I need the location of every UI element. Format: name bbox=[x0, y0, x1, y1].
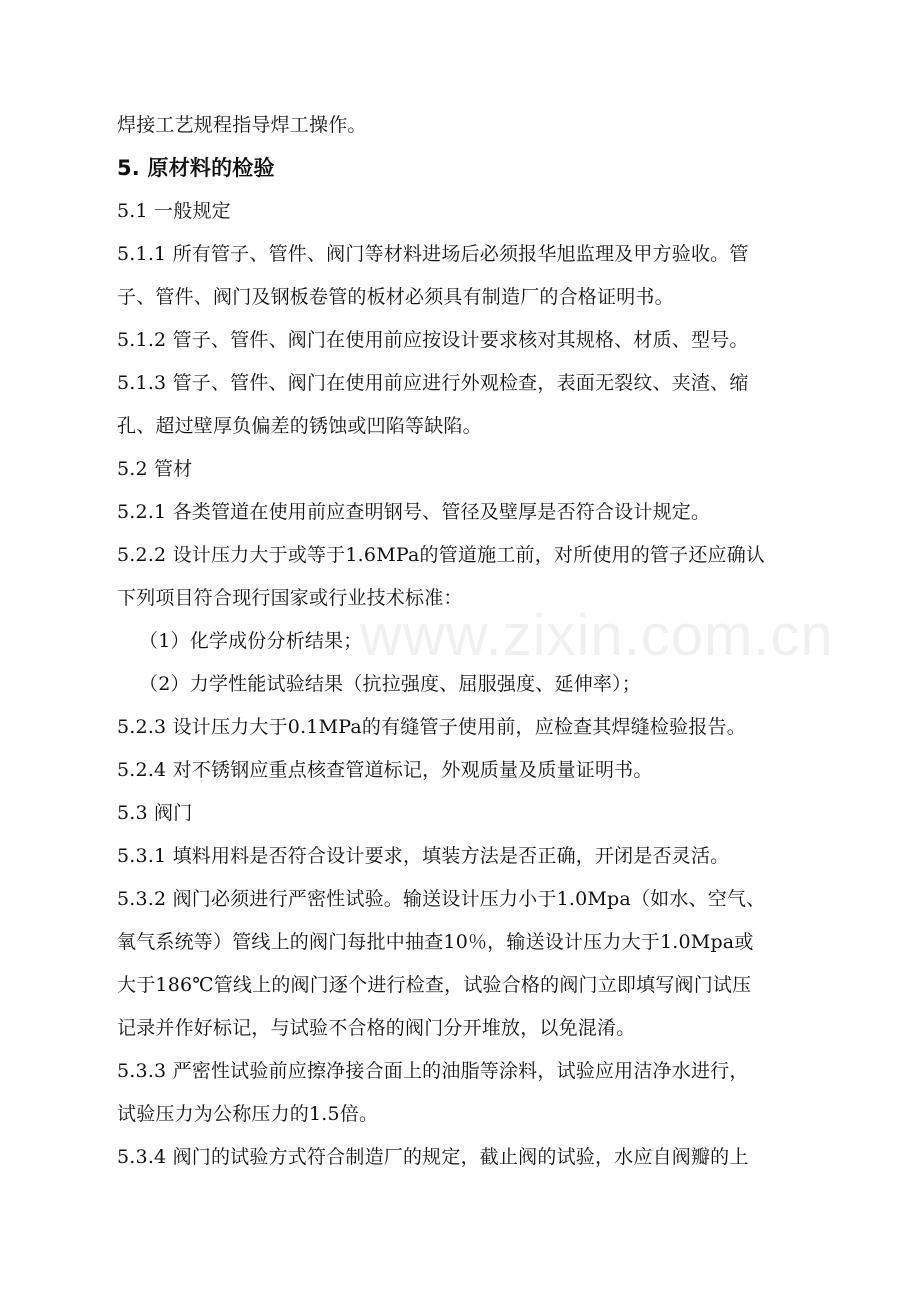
body-line: 5.3.4 阀门的试验方式符合制造厂的规定，截止阀的试验，水应自阀瓣的上 bbox=[117, 1146, 749, 1168]
section-heading: 5. 原材料的检验 bbox=[117, 156, 275, 180]
document-page bbox=[117, 104, 825, 1179]
body-line: 5.2.3 设计压力大于0.1MPa的有缝管子使用前，应检查其焊缝检验报告。 bbox=[117, 716, 746, 738]
subsection-heading: 5.2 管材 bbox=[117, 458, 193, 480]
body-line: 5.2.1 各类管道在使用前应查明钢号、管径及壁厚是否符合设计规定。 bbox=[117, 501, 711, 523]
subsection-heading: 5.1 一般规定 bbox=[117, 200, 231, 222]
body-line: 5.3.2 阀门必须进行严密性试验。输送设计压力小于1.0Mpa（如水、空气、 bbox=[117, 888, 766, 910]
watermark: www.zixin.com.cn bbox=[360, 603, 834, 668]
body-line: 氧气系统等）管线上的阀门每批中抽查10％，输送设计压力大于1.0Mpa或 bbox=[117, 931, 754, 953]
body-line: 子、管件、阀门及钢板卷管的板材必须具有制造厂的合格证明书。 bbox=[117, 286, 674, 308]
body-line: 记录并作好标记，与试验不合格的阀门分开堆放，以免混淆。 bbox=[117, 1017, 636, 1039]
body-line: 5.3.3 严密性试验前应擦净接合面上的油脂等涂料，试验应用洁净水进行， bbox=[117, 1060, 749, 1082]
body-line: 5.1.1 所有管子、管件、阀门等材料进场后必须报华旭监理及甲方验收。管 bbox=[117, 243, 749, 265]
body-line: 试验压力为公称压力的1.5倍。 bbox=[117, 1103, 379, 1125]
subsection-heading: 5.3 阀门 bbox=[117, 802, 193, 824]
body-line: 5.2.4 对不锈钢应重点核查管道标记，外观质量及质量证明书。 bbox=[117, 759, 653, 781]
list-item: （1）化学成份分析结果； bbox=[139, 630, 363, 652]
body-line: 下列项目符合现行国家或行业技术标准： bbox=[117, 587, 463, 609]
body-line: 焊接工艺规程指导焊工操作。 bbox=[117, 114, 367, 136]
list-item: （2）力学性能试验结果（抗拉强度、屈服强度、延伸率）； bbox=[139, 673, 641, 695]
body-line: 大于186℃管线上的阀门逐个进行检查，试验合格的阀门立即填写阀门试压 bbox=[117, 974, 752, 996]
body-line: 5.2.2 设计压力大于或等于1.6MPa的管道施工前，对所使用的管子还应确认 bbox=[117, 544, 766, 566]
body-line: 5.1.2 管子、管件、阀门在使用前应按设计要求核对其规格、材质、型号。 bbox=[117, 329, 749, 351]
body-line: 5.3.1 填料用料是否符合设计要求，填装方法是否正确，开闭是否灵活。 bbox=[117, 845, 730, 867]
body-line: 5.1.3 管子、管件、阀门在使用前应进行外观检查，表面无裂纹、夹渣、缩 bbox=[117, 372, 749, 394]
body-line: 孔、超过壁厚负偏差的锈蚀或凹陷等缺陷。 bbox=[117, 415, 482, 437]
